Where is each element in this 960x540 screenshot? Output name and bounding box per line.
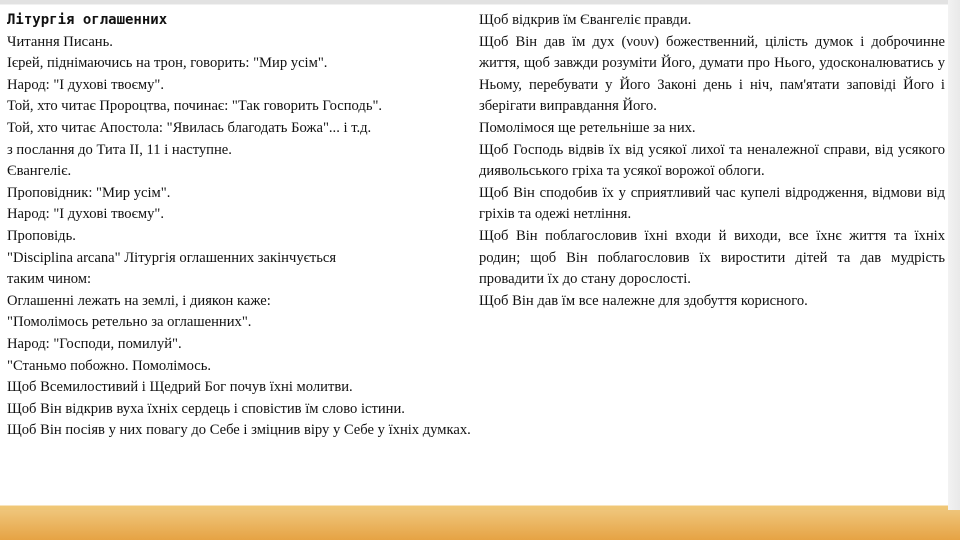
text-line: Євангеліє. xyxy=(7,163,72,180)
slide-bottom-band xyxy=(0,510,960,540)
text-paragraph: Щоб Він поблагословив їхні входи й виходи, все їхнє життя та їхніх родин; щоб Він поблагословив їх виростити дітей та дав мудрість провадити їх до стану дорослості. xyxy=(479,227,945,288)
text-paragraph: Щоб Він сподобив їх у сприятливий час купелі відродження, відмови від гріхів та одежі нетління. xyxy=(479,184,945,223)
text-line: "Станьмо побожно. Помолімось. xyxy=(7,357,212,374)
text-line: "Disciplina arcana" Літургія оглашенних закінчується xyxy=(7,249,337,266)
right-column xyxy=(479,10,945,312)
text-line: Читання Писань. xyxy=(7,33,113,50)
text-line: Проповідь. xyxy=(7,227,76,244)
left-column xyxy=(7,10,475,442)
text-line: Народ: "Господи, помилуй". xyxy=(7,335,182,352)
section-title: Літургія оглашенних xyxy=(7,12,168,28)
text-paragraph: Щоб відкрив їм Євангеліє правди. xyxy=(479,12,692,28)
text-line: Той, хто читає Пророцтва, починає: "Так говорить Господь". xyxy=(7,98,383,115)
text-line: з послання до Тита II, 11 і наступне. xyxy=(7,141,232,158)
text-paragraph: Щоб Господь відвів їх від усякої лихої та неналежної справи, від усякого диявольського гріха та усякої ворожої облоги. xyxy=(479,141,945,180)
text-paragraph: Помолімося ще ретельніше за них. xyxy=(479,119,696,136)
text-line: "Помолімось ретельно за оглашенних". xyxy=(7,314,252,331)
text-line: Народ: "І духові твоєму". xyxy=(7,206,165,223)
text-line: Ієрей, піднімаючись на трон, говорить: "Мир усім". xyxy=(7,55,328,72)
text-paragraph: Щоб Він відкрив вуха їхніх сердець і сповістив їм слово істини. xyxy=(7,400,405,417)
text-paragraph: Щоб Він дав їм все належне для здобуття корисного. xyxy=(479,292,808,309)
text-paragraph: Щоб Він дав їм дух (νουν) божественний, цілість думок і доброчинне життя, щоб завжди розуміти Його, думати про Нього, удосконалюватись у Ньому, перебувати у Його Законі день і ніч, пам'ятати заповіді Його і зберігати виправдання Його. xyxy=(479,33,945,115)
text-line: Оглашенні лежать на землі, і диякон каже: xyxy=(7,292,271,309)
text-line: Народ: "І духові твоєму". xyxy=(7,76,165,93)
slide-right-edge xyxy=(948,0,960,540)
text-paragraph: Щоб Він посіяв у них повагу до Себе і зміцнив віру у Себе у їхніх думках. xyxy=(7,422,471,439)
text-line: таким чином: xyxy=(7,271,92,288)
text-line: Той, хто читає Апостола: "Явилась благодать Божа"... і т.д. xyxy=(7,119,372,136)
text-line: Щоб Всемилостивий і Щедрий Бог почув їхні молитви. xyxy=(7,379,353,396)
text-line: Проповідник: "Мир усім". xyxy=(7,184,171,201)
